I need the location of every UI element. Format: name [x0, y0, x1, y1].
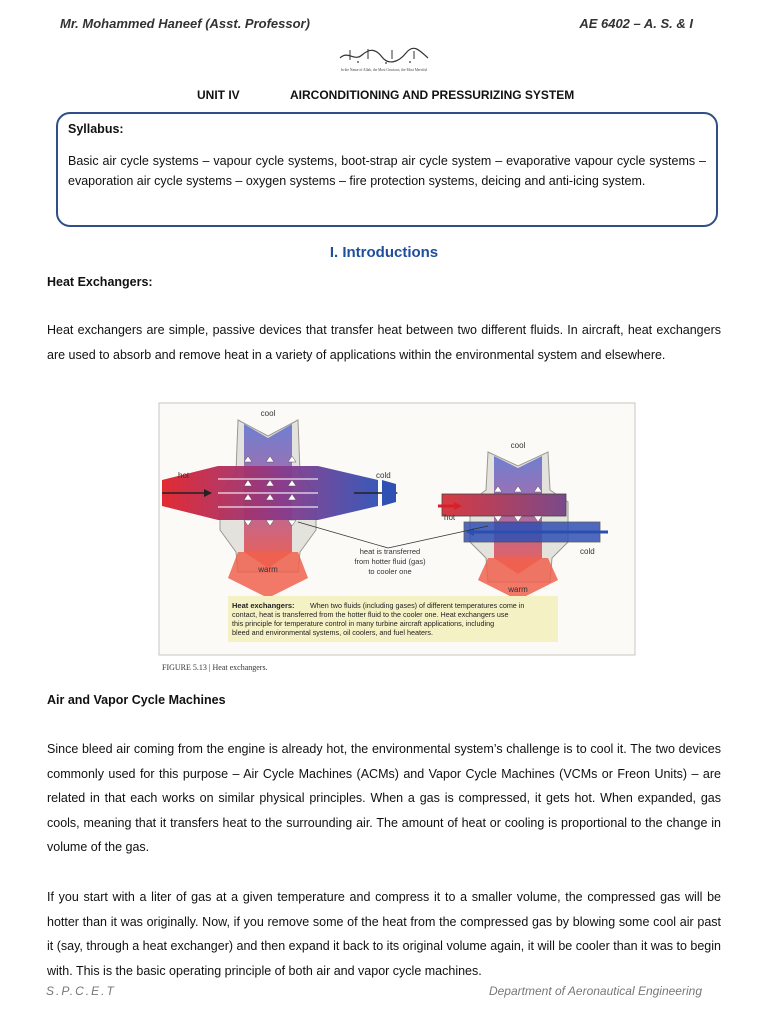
header-course-code: AE 6402 – A. S. & I [579, 16, 693, 31]
figure-caption-bold: Heat exchangers: [232, 601, 295, 610]
label-warm-right: warm [508, 585, 528, 594]
callout-line-2: from hotter fluid (gas) [354, 557, 426, 566]
callout-line-3: to cooler one [368, 567, 412, 576]
figure-caption-line-3: this principle for temperature control in many turbine aircraft applications, including [232, 619, 495, 628]
unit-title: AIRCONDITIONING AND PRESSURIZING SYSTEM [290, 88, 575, 102]
label-cold-right: cold [580, 547, 595, 556]
heat-exchanger-figure [158, 402, 636, 682]
header-author: Mr. Mohammed Haneef (Asst. Professor) [60, 16, 310, 31]
figure-caption-line-4: bleed and environmental systems, oil coolers, and fuel heaters. [232, 628, 433, 637]
figure-caption-line-1: When two fluids (including gases) of different temperatures come in [310, 601, 525, 610]
heat-exchangers-paragraph: Heat exchangers are simple, passive devices that transfer heat between two different fluids. In aircraft, heat exchangers are used to absorb and remove heat in a variety of applications within the environmental system and elsewhere. [47, 323, 721, 362]
cycle-machines-paragraph-2: If you start with a liter of gas at a given temperature and compress it to a smaller volume, the compressed gas will be hotter than it was originally. Now, if you remove some of the heat from the compressed gas by blowing some cool air past it (say, through a heat exchanger) and then expand it back to its original volume again, it will be cooler than it was to begin with. This is the basic operating principle of both air and vapor cycle machines. [47, 890, 721, 978]
footer-institution: S.P.C.E.T [46, 984, 116, 998]
basmala-calligraphy-logo [322, 44, 446, 74]
heat-exchangers-heading: Heat Exchangers: [47, 275, 153, 289]
label-warm-left: warm [258, 565, 278, 574]
figure-caption-line-2: contact, heat is transferred from the hotter fluid to the cooler one. Heat exchangers use [232, 610, 509, 619]
section-heading: I. Introductions [329, 244, 439, 261]
cycle-machines-paragraph-1: Since bleed air coming from the engine is already hot, the environmental system’s challenge is to cool it. The two devices commonly used for this purpose – Air Cycle Machines (ACMs) and Vapor Cycle Machines (VCMs or Freon Units) – are related in that each works on similar physical principles. When a gas is compressed, it gets hot. When expanded, gas cools, meaning that it transfers heat to the surrounding air. The amount of heat or cooling is proportional to the change in volume of the gas. [47, 742, 721, 854]
footer-department: Department of Aeronautical Engineering [488, 984, 702, 998]
syllabus-text: Basic air cycle systems – vapour cycle systems, boot-strap air cycle system – evaporative vapour cycle systems – evaporation air cycle systems – oxygen systems – fire protection systems, deicing and anti-icing system. [68, 154, 706, 188]
basmala-caption: In the Name of Allah, the Most Gracious, the Most Merciful [340, 68, 428, 72]
syllabus-box [56, 112, 718, 227]
label-cool-right: cool [510, 441, 526, 450]
unit-number: UNIT IV [197, 88, 240, 102]
label-hot-right: hot [444, 513, 456, 522]
callout-line-1: heat is transferred [359, 547, 421, 556]
figure-number: FIGURE 5.13 | Heat exchangers. [162, 663, 268, 672]
syllabus-label: Syllabus: [68, 122, 124, 136]
cycle-machines-heading: Air and Vapor Cycle Machines [47, 693, 226, 707]
label-cold-left: cold [376, 471, 391, 480]
label-hot-left: hot [178, 471, 190, 480]
label-cool-left: cool [260, 409, 276, 418]
